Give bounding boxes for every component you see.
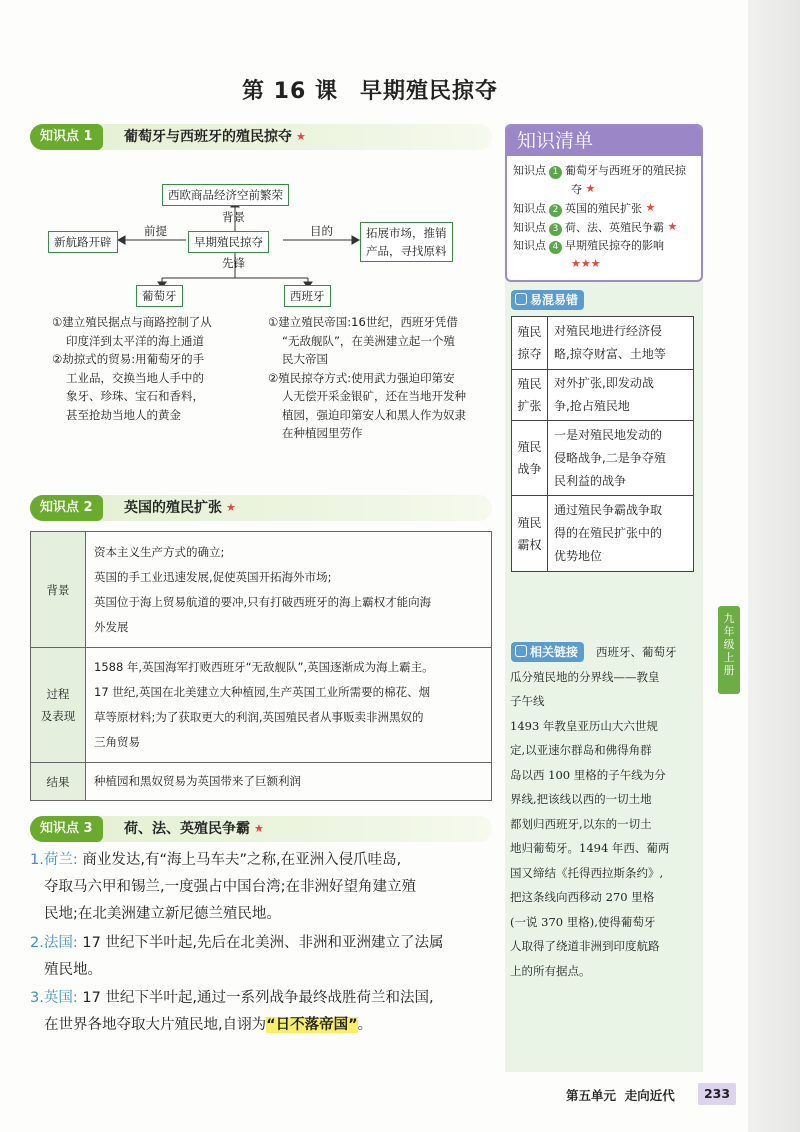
kp3-item-2: 2.法国: 17 世纪下半叶起,先后在北美洲、非洲和亚洲建立了法属 殖民地。 <box>30 935 444 978</box>
footer-unit: 第五单元 走向近代 <box>566 1088 675 1103</box>
star-icon: ★★★ <box>571 257 601 270</box>
row-label: 结果 <box>31 763 86 801</box>
diagram-right-box: 拓展市场，推销 产品，寻找原料 <box>360 222 453 262</box>
related-link-tag: 相关链接 <box>511 642 584 662</box>
kp2-table <box>30 531 492 801</box>
spain-text: ①建立殖民帝国:16世纪，西班牙凭借 “无敌舰队”，在美洲建立起一个殖 民大帝国 ②殖民掠夺方式:使用武力强迫印第安 人无偿开采金银矿，还在当地开发种 植园，强迫印第安人和黑人作为奴隶 在种植园里劳作 <box>268 315 466 440</box>
table-row: 殖民 战争 一是对殖民地发动的 侵略战争,二是争夺殖 民利益的战争 <box>512 421 694 496</box>
table-row: 殖民 霸权 通过殖民争霸战争取 得的在殖民扩张中的 优势地位 <box>512 496 694 572</box>
star-icon: ★ <box>296 130 306 143</box>
star-icon: ★ <box>667 220 678 233</box>
list-item: 知识点 4 早期殖民掠夺的影响 <box>513 239 664 252</box>
knowledge-list: 知识清单 知识点 1 葡萄牙与西班牙的殖民掠 夺 ★ 知识点 2 英国的殖民扩张 ★ 知识点 3 荷、法、英殖民争霸 ★ 知识点 4 早期殖民掠夺的影响 ★★★ <box>505 124 703 282</box>
table-row: 结果 种植园和黑奴贸易为英国带来了巨额利润 <box>31 763 492 801</box>
star-icon: ★ <box>226 501 236 514</box>
grade-side-tab: 九 年 级 上 册 <box>718 606 740 694</box>
star-icon: ★ <box>645 201 656 214</box>
table-row: 殖民 扩张 对外扩张,即发动战 争,抢占殖民地 <box>512 370 694 421</box>
kp3-badge: 知识点 3 <box>30 816 103 842</box>
diagram-bg-label: 背景 <box>222 210 245 224</box>
diagram-portugal-box: 葡萄牙 <box>136 285 183 307</box>
kp3-item-1: 1.荷兰: 商业发达,有“海上马车夫”之称,在亚洲入侵爪哇岛, 夺取马六甲和锡兰,一度强占中国台湾;在非洲好望角建立殖 民地;在北美洲建立新尼德兰殖民地。 <box>30 852 416 922</box>
kp3-title: 荷、法、英殖民争霸 <box>124 821 250 837</box>
diagram-left-label: 前提 <box>144 224 167 238</box>
diagram-right-label: 目的 <box>310 224 333 238</box>
star-icon: ★ <box>585 182 596 195</box>
diagram-left-box: 新航路开辟 <box>48 231 118 253</box>
row-label: 过程 及表现 <box>31 648 86 763</box>
kp1-title: 葡萄牙与西班牙的殖民掠夺 <box>124 129 292 145</box>
kp1-badge: 知识点 1 <box>30 124 103 150</box>
kp3-item-3: 3.英国: 17 世纪下半叶起,通过一系列战争最终战胜荷兰和法国, 在世界各地夺取大片殖民地,自诩为“日不落帝国”。 <box>30 990 434 1033</box>
link-icon <box>515 293 527 305</box>
table-row: 背景 资本主义生产方式的确立; 英国的手工业迅速发展,促使英国开拓海外市场; 英国位于海上贸易航道的要冲,只有打破西班牙的海上霸权才能向海 外发展 <box>31 532 492 648</box>
kp3-header <box>30 816 492 842</box>
row-label: 背景 <box>31 532 86 648</box>
diagram-spain-box: 西班牙 <box>284 285 331 307</box>
table-row: 过程 及表现 1588 年,英国海军打败西班牙“无敌舰队”,英国逐渐成为海上霸主。 17 世纪,英国在北美建立大种植园,生产英国工业所需要的棉花、烟 草等原材料;为了获取更大的利润,英国殖民者从事贩卖非洲黑奴的 三角贸易 <box>31 648 492 763</box>
kp2-header <box>30 495 492 521</box>
diagram-top-box: 西欧商品经济空前繁荣 <box>162 184 289 206</box>
kp2-badge: 知识点 2 <box>30 495 103 521</box>
related-link-text: 西班牙、葡萄牙 瓜分殖民地的分界线——教皇 子午线 1493 年教皇亚历山大六世规 定,以亚速尔群岛和佛得角群 岛以西 100 里格的子午线为分 界线,把该线以西的一切土地 都划归西班牙,以东的一切土 地归葡萄牙。1494 年西、葡两 国又缔结《托得西拉斯条约》, 把这条线向西移动 270 里格 (一说 370 里格),使得葡萄牙 人取得了绕道非洲到印度航路 上的所有据点。 <box>510 645 677 978</box>
knowledge-list-title: 知识清单 <box>507 126 701 156</box>
kp2-title: 英国的殖民扩张 <box>124 500 222 516</box>
table-row: 殖民 掠夺 对殖民地进行经济侵 略,掠夺财富、土地等 <box>512 317 694 370</box>
portugal-text: ①建立殖民据点与商路控制了从 印度洋到太平洋的海上通道 ②劫掠式的贸易:用葡萄牙的手 工业品，交换当地人手中的 象牙、珍珠、宝石和香料， 甚至抢劫当地人的黄金 <box>52 315 212 422</box>
page-title: 第 16 课 早期殖民掠夺 <box>242 79 498 104</box>
confuse-table <box>511 316 694 572</box>
list-item: 知识点 2 英国的殖民扩张 ★ <box>513 201 656 215</box>
diagram-vanguard-label: 先锋 <box>222 256 245 270</box>
page-edge <box>748 0 800 1132</box>
list-item: 知识点 3 荷、法、英殖民争霸 ★ <box>513 220 678 234</box>
confuse-tag: 易混易错 <box>511 290 584 310</box>
list-item: 知识点 1 葡萄牙与西班牙的殖民掠 <box>513 164 686 177</box>
star-icon: ★ <box>254 822 264 835</box>
page-number: 233 <box>698 1083 736 1105</box>
highlight-text: “日不落帝国” <box>266 1017 358 1033</box>
diagram-center-box: 早期殖民掠夺 <box>188 231 269 253</box>
